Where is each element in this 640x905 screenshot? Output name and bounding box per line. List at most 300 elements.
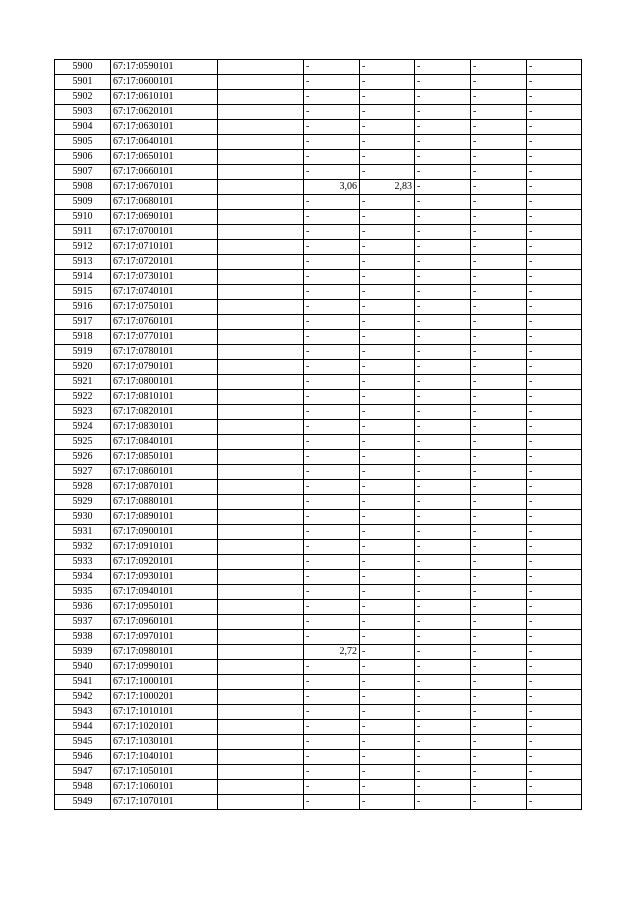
value-cell: -	[304, 705, 360, 720]
value-cell: -	[527, 165, 582, 180]
table-row	[55, 720, 582, 735]
table-row	[55, 285, 582, 300]
value-cell: -	[527, 225, 582, 240]
value-cell: -	[527, 90, 582, 105]
value-cell: -	[527, 765, 582, 780]
table-row	[55, 75, 582, 90]
value-cell: -	[471, 675, 527, 690]
value-cell: -	[527, 675, 582, 690]
empty-cell	[218, 60, 304, 75]
table-row	[55, 375, 582, 390]
empty-cell	[218, 465, 304, 480]
value-cell: -	[471, 255, 527, 270]
table-row	[55, 765, 582, 780]
row-number: 5906	[55, 150, 111, 165]
value-cell: -	[527, 150, 582, 165]
value-cell: -	[304, 720, 360, 735]
table-row	[55, 195, 582, 210]
row-number: 5901	[55, 75, 111, 90]
empty-cell	[218, 675, 304, 690]
value-cell: -	[304, 675, 360, 690]
row-number: 5909	[55, 195, 111, 210]
cadastral-code: 67:17:0590101	[111, 60, 218, 75]
value-cell: -	[471, 330, 527, 345]
cadastral-code: 67:17:0800101	[111, 375, 218, 390]
value-cell: -	[471, 90, 527, 105]
value-cell: -	[471, 420, 527, 435]
value-cell: -	[527, 750, 582, 765]
value-cell: -	[415, 120, 471, 135]
value-cell: -	[471, 390, 527, 405]
row-number: 5903	[55, 105, 111, 120]
value-cell: -	[527, 585, 582, 600]
value-cell: -	[304, 510, 360, 525]
data-table	[54, 59, 582, 810]
empty-cell	[218, 150, 304, 165]
cadastral-code: 67:17:0700101	[111, 225, 218, 240]
table-row	[55, 390, 582, 405]
value-cell: -	[415, 390, 471, 405]
value-cell: -	[471, 150, 527, 165]
value-cell: -	[360, 720, 415, 735]
cadastral-code: 67:17:0860101	[111, 465, 218, 480]
row-number: 5917	[55, 315, 111, 330]
value-cell: -	[360, 660, 415, 675]
value-cell: -	[527, 795, 582, 810]
row-number: 5924	[55, 420, 111, 435]
empty-cell	[218, 750, 304, 765]
value-cell: -	[360, 105, 415, 120]
value-cell: -	[304, 570, 360, 585]
table-row	[55, 540, 582, 555]
row-number: 5911	[55, 225, 111, 240]
value-cell: -	[304, 465, 360, 480]
table-row	[55, 630, 582, 645]
cadastral-code: 67:17:0900101	[111, 525, 218, 540]
value-cell: -	[360, 390, 415, 405]
row-number: 5910	[55, 210, 111, 225]
value-cell: -	[415, 705, 471, 720]
value-cell: -	[304, 765, 360, 780]
value-cell: -	[415, 525, 471, 540]
row-number: 5933	[55, 555, 111, 570]
value-cell: -	[527, 405, 582, 420]
value-cell: -	[415, 555, 471, 570]
table-row	[55, 735, 582, 750]
empty-cell	[218, 780, 304, 795]
cadastral-code: 67:17:0670101	[111, 180, 218, 195]
value-cell: -	[415, 465, 471, 480]
table-row	[55, 300, 582, 315]
empty-cell	[218, 735, 304, 750]
value-cell: -	[471, 405, 527, 420]
row-number: 5902	[55, 90, 111, 105]
table-row	[55, 510, 582, 525]
value-cell: -	[360, 690, 415, 705]
value-cell: -	[360, 600, 415, 615]
value-cell: -	[360, 210, 415, 225]
value-cell: -	[471, 195, 527, 210]
value-cell: -	[471, 180, 527, 195]
value-cell: -	[471, 450, 527, 465]
cadastral-code: 67:17:0880101	[111, 495, 218, 510]
cadastral-code: 67:17:0780101	[111, 345, 218, 360]
cadastral-code: 67:17:0680101	[111, 195, 218, 210]
empty-cell	[218, 210, 304, 225]
value-cell: -	[304, 540, 360, 555]
table-row	[55, 570, 582, 585]
value-cell: -	[527, 285, 582, 300]
value-cell: 2,83	[360, 180, 415, 195]
value-cell: -	[415, 585, 471, 600]
value-cell: -	[360, 300, 415, 315]
row-number: 5942	[55, 690, 111, 705]
row-number: 5932	[55, 540, 111, 555]
empty-cell	[218, 420, 304, 435]
cadastral-code: 67:17:0750101	[111, 300, 218, 315]
empty-cell	[218, 630, 304, 645]
value-cell: -	[527, 450, 582, 465]
table-row	[55, 315, 582, 330]
cadastral-code: 67:17:0600101	[111, 75, 218, 90]
value-cell: -	[304, 405, 360, 420]
value-cell: -	[360, 510, 415, 525]
empty-cell	[218, 645, 304, 660]
value-cell: -	[415, 315, 471, 330]
value-cell: -	[527, 510, 582, 525]
value-cell: -	[304, 435, 360, 450]
value-cell: -	[304, 315, 360, 330]
cadastral-code: 67:17:0870101	[111, 480, 218, 495]
value-cell: -	[415, 330, 471, 345]
value-cell: -	[527, 615, 582, 630]
empty-cell	[218, 540, 304, 555]
value-cell: -	[360, 90, 415, 105]
value-cell: -	[415, 75, 471, 90]
value-cell: -	[415, 780, 471, 795]
cadastral-code: 67:17:0620101	[111, 105, 218, 120]
value-cell: -	[527, 570, 582, 585]
value-cell: -	[304, 630, 360, 645]
row-number: 5938	[55, 630, 111, 645]
value-cell: -	[360, 75, 415, 90]
value-cell: -	[304, 150, 360, 165]
cadastral-code: 67:17:0970101	[111, 630, 218, 645]
table-row	[55, 360, 582, 375]
row-number: 5920	[55, 360, 111, 375]
value-cell: -	[471, 765, 527, 780]
value-cell: -	[415, 510, 471, 525]
value-cell: -	[527, 195, 582, 210]
value-cell: -	[471, 615, 527, 630]
value-cell: -	[360, 465, 415, 480]
value-cell: -	[304, 285, 360, 300]
cadastral-code: 67:17:1040101	[111, 750, 218, 765]
value-cell: -	[304, 735, 360, 750]
cadastral-code: 67:17:0940101	[111, 585, 218, 600]
value-cell: -	[471, 690, 527, 705]
value-cell: -	[304, 450, 360, 465]
value-cell: -	[527, 480, 582, 495]
value-cell: -	[471, 285, 527, 300]
value-cell: -	[360, 225, 415, 240]
empty-cell	[218, 225, 304, 240]
row-number: 5915	[55, 285, 111, 300]
cadastral-code: 67:17:0720101	[111, 255, 218, 270]
row-number: 5918	[55, 330, 111, 345]
value-cell: -	[527, 465, 582, 480]
value-cell: -	[527, 375, 582, 390]
empty-cell	[218, 615, 304, 630]
cadastral-code: 67:17:0890101	[111, 510, 218, 525]
empty-cell	[218, 105, 304, 120]
cadastral-code: 67:17:0980101	[111, 645, 218, 660]
value-cell: -	[360, 570, 415, 585]
row-number: 5944	[55, 720, 111, 735]
value-cell: -	[527, 240, 582, 255]
value-cell: -	[415, 90, 471, 105]
value-cell: -	[304, 555, 360, 570]
value-cell: -	[527, 315, 582, 330]
cadastral-code: 67:17:0820101	[111, 405, 218, 420]
value-cell: -	[527, 75, 582, 90]
value-cell: -	[360, 135, 415, 150]
table-row	[55, 585, 582, 600]
value-cell: -	[527, 360, 582, 375]
value-cell: -	[471, 750, 527, 765]
table-row	[55, 555, 582, 570]
table-row	[55, 780, 582, 795]
value-cell: -	[415, 435, 471, 450]
value-cell: -	[527, 420, 582, 435]
table-row	[55, 405, 582, 420]
empty-cell	[218, 660, 304, 675]
value-cell: 2,72	[304, 645, 360, 660]
value-cell: -	[415, 405, 471, 420]
table-body	[55, 60, 582, 810]
value-cell: -	[304, 585, 360, 600]
value-cell: -	[304, 780, 360, 795]
value-cell: -	[471, 345, 527, 360]
cadastral-code: 67:17:0790101	[111, 360, 218, 375]
row-number: 5945	[55, 735, 111, 750]
value-cell: -	[415, 660, 471, 675]
value-cell: -	[360, 420, 415, 435]
table-row	[55, 690, 582, 705]
value-cell: -	[527, 660, 582, 675]
table-row	[55, 465, 582, 480]
empty-cell	[218, 75, 304, 90]
value-cell: -	[304, 165, 360, 180]
value-cell: -	[304, 225, 360, 240]
value-cell: -	[471, 210, 527, 225]
cadastral-code: 67:17:0660101	[111, 165, 218, 180]
value-cell: -	[360, 495, 415, 510]
empty-cell	[218, 90, 304, 105]
empty-cell	[218, 435, 304, 450]
value-cell: -	[415, 480, 471, 495]
value-cell: -	[360, 735, 415, 750]
value-cell: -	[527, 555, 582, 570]
row-number: 5925	[55, 435, 111, 450]
value-cell: -	[360, 345, 415, 360]
value-cell: -	[304, 375, 360, 390]
value-cell: -	[527, 435, 582, 450]
value-cell: -	[360, 405, 415, 420]
value-cell: -	[415, 60, 471, 75]
value-cell: -	[304, 270, 360, 285]
row-number: 5908	[55, 180, 111, 195]
value-cell: -	[304, 300, 360, 315]
value-cell: -	[415, 135, 471, 150]
empty-cell	[218, 705, 304, 720]
value-cell: -	[471, 270, 527, 285]
value-cell: -	[304, 90, 360, 105]
value-cell: -	[527, 705, 582, 720]
value-cell: -	[471, 60, 527, 75]
value-cell: -	[415, 615, 471, 630]
value-cell: -	[360, 540, 415, 555]
value-cell: -	[415, 360, 471, 375]
value-cell: -	[360, 165, 415, 180]
row-number: 5913	[55, 255, 111, 270]
value-cell: -	[360, 315, 415, 330]
row-number: 5914	[55, 270, 111, 285]
row-number: 5948	[55, 780, 111, 795]
value-cell: -	[527, 300, 582, 315]
table-row	[55, 525, 582, 540]
value-cell: -	[415, 240, 471, 255]
cadastral-code: 67:17:0630101	[111, 120, 218, 135]
value-cell: -	[471, 555, 527, 570]
value-cell: -	[471, 795, 527, 810]
row-number: 5930	[55, 510, 111, 525]
value-cell: -	[415, 255, 471, 270]
value-cell: -	[415, 300, 471, 315]
cadastral-code: 67:17:0610101	[111, 90, 218, 105]
value-cell: -	[304, 195, 360, 210]
table-row	[55, 495, 582, 510]
table-row	[55, 600, 582, 615]
table-row	[55, 450, 582, 465]
empty-cell	[218, 120, 304, 135]
table-row	[55, 150, 582, 165]
value-cell: -	[360, 705, 415, 720]
value-cell: -	[360, 330, 415, 345]
empty-cell	[218, 390, 304, 405]
table-row	[55, 225, 582, 240]
empty-cell	[218, 270, 304, 285]
value-cell: -	[360, 150, 415, 165]
value-cell: -	[471, 240, 527, 255]
row-number: 5916	[55, 300, 111, 315]
row-number: 5912	[55, 240, 111, 255]
table-row	[55, 645, 582, 660]
empty-cell	[218, 315, 304, 330]
value-cell: -	[527, 525, 582, 540]
empty-cell	[218, 765, 304, 780]
value-cell: -	[304, 795, 360, 810]
value-cell: -	[471, 780, 527, 795]
cadastral-code: 67:17:1000201	[111, 690, 218, 705]
value-cell: -	[360, 120, 415, 135]
row-number: 5905	[55, 135, 111, 150]
value-cell: -	[304, 360, 360, 375]
row-number: 5900	[55, 60, 111, 75]
value-cell: -	[415, 765, 471, 780]
value-cell: -	[415, 750, 471, 765]
table-row	[55, 675, 582, 690]
empty-cell	[218, 525, 304, 540]
table-row	[55, 165, 582, 180]
table-row	[55, 615, 582, 630]
table-row	[55, 705, 582, 720]
value-cell: -	[304, 615, 360, 630]
value-cell: -	[415, 795, 471, 810]
row-number: 5935	[55, 585, 111, 600]
cadastral-code: 67:17:0710101	[111, 240, 218, 255]
table-row	[55, 330, 582, 345]
value-cell: -	[360, 630, 415, 645]
value-cell: -	[527, 390, 582, 405]
value-cell: -	[415, 540, 471, 555]
cadastral-code: 67:17:0830101	[111, 420, 218, 435]
empty-cell	[218, 180, 304, 195]
value-cell: -	[415, 735, 471, 750]
cadastral-code: 67:17:0910101	[111, 540, 218, 555]
value-cell: -	[471, 105, 527, 120]
value-cell: -	[471, 375, 527, 390]
cadastral-code: 67:17:1030101	[111, 735, 218, 750]
table-row	[55, 90, 582, 105]
value-cell: -	[304, 750, 360, 765]
empty-cell	[218, 165, 304, 180]
value-cell: -	[304, 480, 360, 495]
row-number: 5922	[55, 390, 111, 405]
empty-cell	[218, 135, 304, 150]
cadastral-code: 67:17:0950101	[111, 600, 218, 615]
value-cell: -	[304, 75, 360, 90]
cadastral-code: 67:17:0740101	[111, 285, 218, 300]
value-cell: -	[415, 345, 471, 360]
value-cell: -	[471, 660, 527, 675]
empty-cell	[218, 255, 304, 270]
cadastral-code: 67:17:0840101	[111, 435, 218, 450]
value-cell: -	[527, 780, 582, 795]
value-cell: -	[415, 720, 471, 735]
value-cell: -	[527, 105, 582, 120]
value-cell: -	[415, 150, 471, 165]
value-cell: -	[471, 600, 527, 615]
row-number: 5937	[55, 615, 111, 630]
value-cell: -	[471, 480, 527, 495]
value-cell: -	[527, 600, 582, 615]
value-cell: -	[527, 690, 582, 705]
empty-cell	[218, 405, 304, 420]
value-cell: -	[415, 165, 471, 180]
row-number: 5929	[55, 495, 111, 510]
cadastral-code: 67:17:0920101	[111, 555, 218, 570]
cadastral-code: 67:17:0990101	[111, 660, 218, 675]
value-cell: -	[471, 630, 527, 645]
value-cell: -	[304, 210, 360, 225]
value-cell: -	[415, 225, 471, 240]
value-cell: -	[471, 75, 527, 90]
cadastral-code: 67:17:0650101	[111, 150, 218, 165]
empty-cell	[218, 330, 304, 345]
cadastral-code: 67:17:1010101	[111, 705, 218, 720]
table-row	[55, 240, 582, 255]
